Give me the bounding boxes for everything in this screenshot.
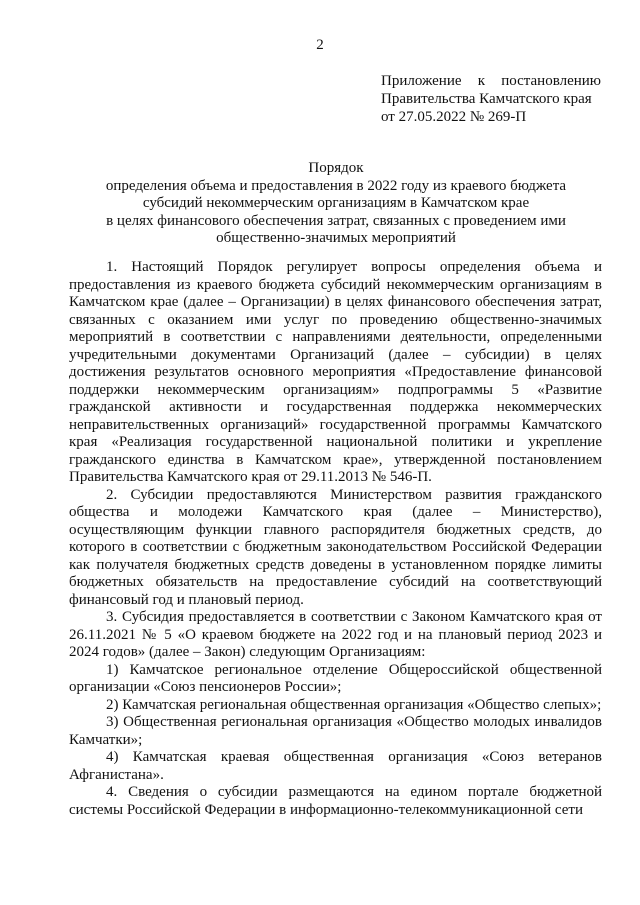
paragraph-3: 3. Субсидия предоставляется в соответствии с Законом Камчатского края от 26.11.2021 № 5 «О краевом бюджете на 2022 год и на плановый период 2023 и 2024 годов» (далее – Закон) следующим Организациям: [69,609,602,660]
page-number: 2 [316,37,324,53]
paragraph-4: 4. Сведения о субсидии размещаются на едином портале бюджетной системы Российской Федерации в информационно-телекоммуникационной сети [69,784,602,818]
document-title [70,160,602,248]
list-item-3: 3) Общественная региональная организация «Общество молодых инвалидов Камчатки»; [69,714,602,748]
title-line-3: субсидий некоммерческим организациям в Камчатском крае [142,195,530,211]
title-line-1: Порядок [308,160,364,176]
title-line-4: в целях финансового обеспечения затрат, связанных с проведением ими [106,212,566,229]
appendix-header [381,72,601,126]
paragraph-2: 2. Субсидии предоставляются Министерством развития гражданского общества и молодежи Камчатского края (далее – Министерство), осуществляющим функции главного распорядителя бюджетных средств, до которого в соответствии с бюджетным законодательством Российской Федерации как получателя бюджетных средств доведены в установленном порядке лимиты бюджетных обязательств на предоставление субсидий на соответствующий финансовый год и плановый период. [69,486,602,608]
title-line-2: определения объема и предоставления в 2022 году из краевого бюджета [105,177,567,194]
appendix-line-3: от 27.05.2022 № 269-П [381,109,527,125]
appendix-line-1: Приложение к постановлению [381,73,601,89]
title-line-5: общественно-значимых мероприятий [216,230,456,246]
appendix-line-2: Правительства Камчатского края [381,91,592,107]
document-body [69,259,602,819]
list-item-1: 1) Камчатское региональное отделение Общероссийской общественной организации «Союз пенсионеров России»; [69,661,602,695]
paragraph-1: 1. Настоящий Порядок регулирует вопросы определения объема и предоставления из краевого бюджета субсидий некоммерческим организациям в Камчатском крае (далее – Организации) в целях финансового обеспечения затрат, связанных с оказанием ими услуг по проведению общественно-значимых мероприятий в соответствии с направлениями деятельности, определенными учредительными документами Организаций (далее – субсидии) в целях достижения результатов основного мероприятия «Предоставление финансовой поддержки некоммерческим организациям» подпрограммы 5 «Развитие гражданской активности и государственная поддержка некоммерческих неправительственных организаций» государственной программы Камчатского края «Реализация государственной национальной политики и укрепление гражданского единства в Камчатском крае», утвержденной постановлением Правительства Камчатского края от 29.11.2013 № 546-П. [69,259,602,485]
list-item-4: 4) Камчатская краевая общественная организация «Союз ветеранов Афганистана». [69,749,602,783]
list-item-2: 2) Камчатская региональная общественная организация «Общество слепых»; [106,696,602,713]
